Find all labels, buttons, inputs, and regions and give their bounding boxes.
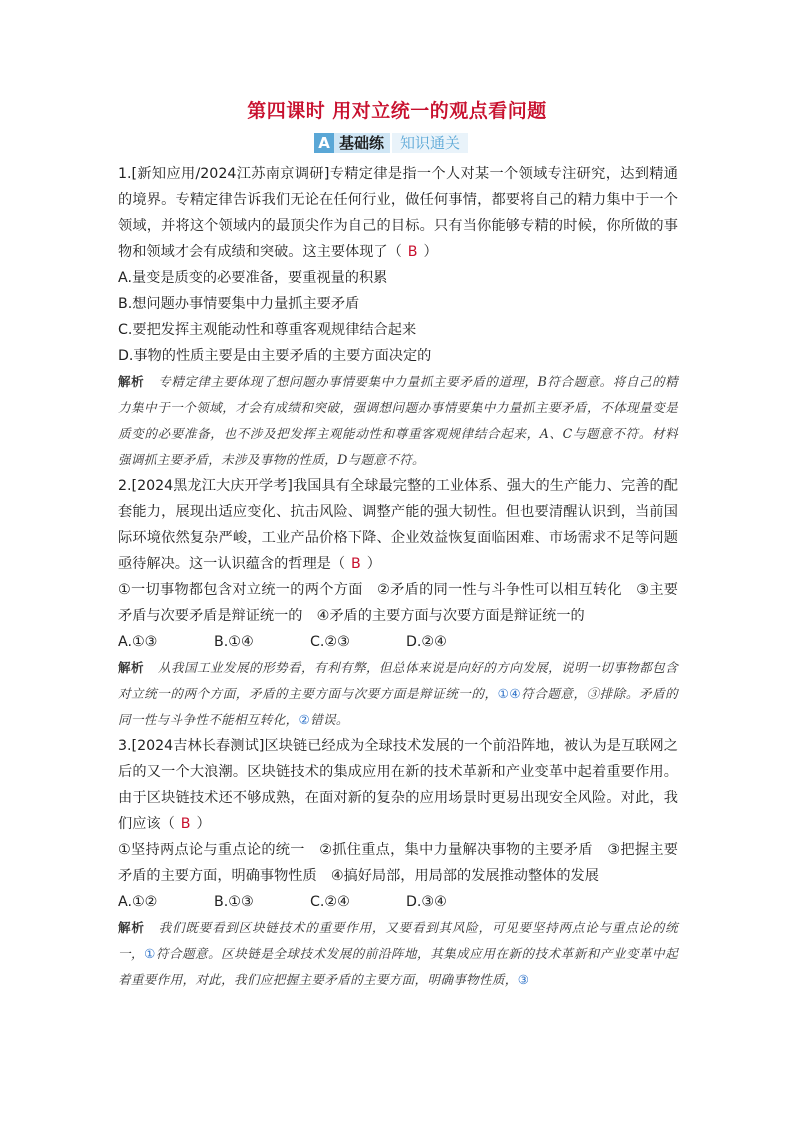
choice-c: C.②④ — [310, 894, 350, 910]
question-2-answer: B — [351, 556, 361, 572]
question-2-analysis: 解析 从我国工业发展的形势看，有利有弊，但总体来说是向好的方向发展，说明一切事物都包含对立统一的两个方面，矛盾的主要方面与次要方面是辩证统一的，①④符合题意，③排除。矛盾的同一性与斗争性不能相互转化，②错误。 — [118, 660, 679, 727]
analysis-label: 解析 — [118, 920, 145, 935]
question-1-stem: 1.[新知应用/2024江苏南京调研]专精定律是指一个人对某一个领域专注研究，达到精通的境界。专精定律告诉我们无论在任何行业，做任何事情，都要将自己的精力集中于一个领域，并将这个领域内的最顶尖作为自己的目标。只有当你能够专精的时候，你所做的事物和领域才会有成绩和突破。这主要体现了（ B ） — [118, 166, 678, 260]
banner-main-label: 基础练 — [334, 133, 390, 153]
question-1-analysis: 解析 专精定律主要体现了想问题办事情要集中力量抓主要矛盾的道理，B符合题意。将自己的精力集中于一个领域，才会有成绩和突破，强调想问题办事情要集中力量抓主要矛盾，不体现量变是质变的必要准备，也不涉及把发挥主观能动性和尊重客观规律结合起来，A、C与题意不符。材料强调抓主要矛盾，未涉及事物的性质，D与题意不符。 — [118, 374, 678, 467]
banner-sub-label: 知识通关 — [390, 133, 468, 153]
question-1-answer: B — [407, 244, 418, 260]
question-2-choices — [118, 629, 678, 655]
question-2-stem: 2.[2024黑龙江大庆开学考]我国具有全球最完整的工业体系、强大的生产能力、完善的配套能力，展现出适应变化、抗击风险、调整产能的强大韧性。但也要清醒认识到，当前国际环境依然复杂严峻，工业产品价格下降、企业效益恢复面临困难、市场需求不足等问题亟待解决。这一认识蕴含的哲理是（ B ） — [118, 478, 678, 572]
question-3-analysis: 解析 我们既要看到区块链技术的重要作用，又要看到其风险，可见要坚持两点论与重点论的统一，①符合题意。区块链是全球技术发展的前沿阵地，其集成应用在新的技术革新和产业变革中起着重要作用，对此，我们应把握主要矛盾的主要方面，明确事物性质，③ — [118, 920, 679, 987]
analysis-label: 解析 — [118, 660, 145, 675]
choice-c: C.②③ — [310, 634, 350, 650]
question-1-option-b: B.想问题办事情要集中力量抓主要矛盾 — [118, 296, 360, 312]
questions-content — [118, 161, 678, 993]
question-3-stem: 3.[2024吉林长春测试]区块链已经成为全球技术发展的一个前沿阵地，被认为是互联网之后的又一个大浪潮。区块链技术的集成应用在新的技术革新和产业变革中起着重要作用。由于区块链技术还不够成熟，在面对新的复杂的应用场景时更易出现安全风险。对此，我们应该（ B ） — [118, 738, 678, 832]
question-3-statements: ①坚持两点论与重点论的统一 ②抓住重点，集中力量解决事物的主要矛盾 ③把握主要矛盾的主要方面，明确事物性质 ④搞好局部，用局部的发展推动整体的发展 — [118, 842, 678, 884]
choice-a: A.①③ — [118, 634, 158, 650]
banner-letter: A — [314, 133, 334, 153]
question-1-option-d: D.事物的性质主要是由主要矛盾的主要方面决定的 — [118, 348, 432, 364]
question-1-option-a: A.量变是质变的必要准备，要重视量的积累 — [118, 270, 388, 286]
question-3-choices — [118, 889, 678, 915]
choice-d: D.③④ — [406, 894, 447, 910]
question-1-option-c: C.要把发挥主观能动性和尊重客观规律结合起来 — [118, 322, 417, 338]
choice-b: B.①④ — [214, 634, 254, 650]
lesson-title: 第四课时 用对立统一的观点看问题 — [247, 100, 547, 122]
choice-b: B.①③ — [214, 894, 254, 910]
choice-d: D.②④ — [406, 634, 447, 650]
analysis-label: 解析 — [118, 374, 145, 389]
question-2-statements: ①一切事物都包含对立统一的两个方面 ②矛盾的同一性与斗争性可以相互转化 ③主要矛盾与次要矛盾是辩证统一的 ④矛盾的主要方面与次要方面是辩证统一的 — [118, 582, 678, 624]
question-3-answer: B — [180, 816, 191, 832]
section-banner — [314, 132, 468, 154]
choice-a: A.①② — [118, 894, 158, 910]
